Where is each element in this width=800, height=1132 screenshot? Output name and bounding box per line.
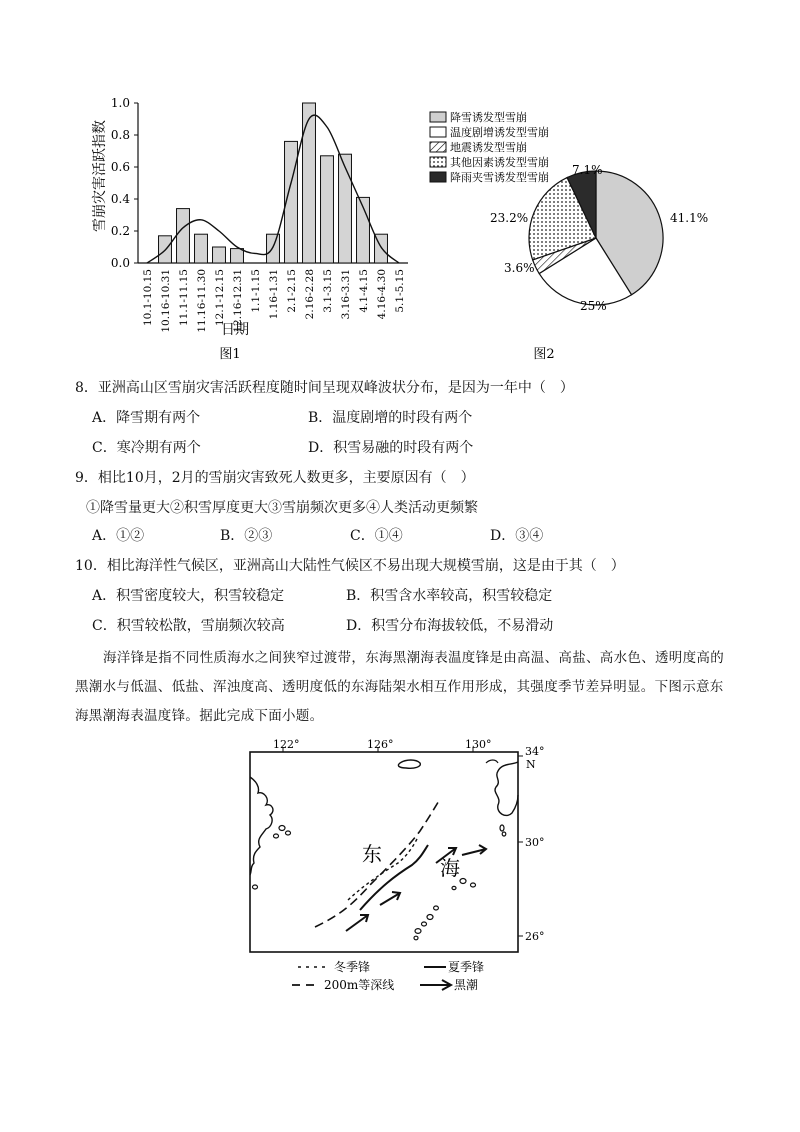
x-tick-label: 2.1-2.15 — [286, 269, 298, 313]
legend-swatch — [430, 157, 446, 167]
island — [452, 886, 456, 889]
legend-label: 降雨夹雪诱发型雪崩 — [450, 171, 549, 184]
lon-label-122: 122° — [273, 738, 300, 751]
island — [434, 906, 439, 910]
lon-label-130: 130° — [465, 738, 492, 751]
island — [500, 825, 504, 831]
lat-label-30: 30° — [525, 836, 545, 849]
pie-value-label: 23.2% — [490, 211, 529, 225]
y-tick-label: 0.6 — [110, 160, 130, 174]
pie-value-label: 3.6% — [504, 261, 535, 275]
x-tick-label: 12.16-12.31 — [232, 269, 244, 333]
x-tick-label: 4.1-4.15 — [358, 269, 370, 313]
legend-label: 温度剧增诱发型雪崩 — [450, 126, 549, 139]
x-tick-label: 1.16-1.31 — [268, 269, 280, 320]
lat-label-34: 34° — [525, 745, 545, 758]
question-10-stem: 10．相比海洋性气候区，亚洲高山大陆性气候区不易出现大规模雪崩，这是由于其（ ） — [75, 558, 625, 574]
island — [274, 834, 279, 838]
question-8-stem: 8．亚洲高山区雪崩灾害活跃程度随时间呈现双峰波状分布，是因为一年中（ ） — [75, 380, 574, 396]
question-8-option-c: C．寒冷期有两个 — [92, 440, 201, 456]
kyushu-coastline — [495, 762, 518, 815]
island — [422, 922, 427, 926]
bar — [195, 234, 208, 263]
legend-swatch — [430, 127, 446, 137]
legend-label: 其他因素诱发型雪崩 — [450, 156, 549, 169]
legend-swatch — [430, 172, 446, 182]
question-8-option-d: D．积雪易融的时段有两个 — [308, 440, 474, 456]
bar — [267, 234, 280, 263]
question-10-option-b: B．积雪含水率较高，积雪较稳定 — [346, 588, 553, 604]
question-9-option-d: D．③④ — [490, 528, 544, 544]
island — [286, 831, 291, 835]
legend-winter-front: 冬季锋 — [334, 960, 371, 974]
pie-value-label: 7.1% — [572, 163, 603, 177]
question-9-stem: 9．相比10月，2月的雪崩灾害致死人数更多，主要原因有（ ） — [75, 470, 475, 486]
pie-value-label: 25% — [580, 299, 607, 313]
question-8-option-b: B．温度剧增的时段有两个 — [308, 410, 473, 426]
question-9-option-b: B．②③ — [220, 528, 273, 544]
question-8-option-a: A．降雪期有两个 — [92, 410, 201, 426]
bar — [177, 209, 190, 263]
lat-label-n: N — [526, 758, 536, 771]
legend-kuroshio-symbol — [420, 980, 451, 990]
bar — [321, 156, 334, 263]
bar — [339, 154, 352, 263]
question-9-statements: ①降雪量更大②积雪厚度更大③雪崩频次更多④人类活动更频繁 — [86, 500, 478, 516]
figure2-legend — [430, 110, 549, 184]
figure1-x-axis-label: 日期 — [221, 322, 249, 338]
figure1-x-tick-labels — [142, 269, 406, 333]
x-tick-label: 3.1-3.15 — [322, 269, 334, 313]
map-legend — [292, 959, 484, 992]
question-9-option-a: A．①② — [92, 528, 145, 544]
legend-label: 降雪诱发型雪崩 — [450, 111, 527, 124]
x-tick-label: 10.1-10.15 — [142, 269, 154, 326]
y-tick-label: 1.0 — [110, 96, 130, 110]
island — [427, 915, 433, 920]
legend-swatch — [430, 112, 446, 122]
x-tick-label: 3.16-3.31 — [340, 269, 352, 320]
island — [502, 832, 506, 836]
legend-summer-front: 夏季锋 — [448, 960, 485, 974]
lat-label-26: 26° — [525, 930, 545, 943]
jeju-island — [398, 760, 420, 768]
x-tick-label: 4.16-4.30 — [376, 269, 388, 320]
island — [460, 879, 466, 884]
x-tick-label: 10.16-10.31 — [160, 269, 172, 333]
legend-label: 地震诱发型雪崩 — [450, 141, 527, 154]
passage-text: 海洋锋是指不同性质海水之间狭窄过渡带，东海黑潮海表温度锋是由高温、高盐、高水色、透明度高的黑潮水与低温、低盐、浑浊度高、透明度低的东海陆架水相互作用形成，其强度季节差异明显。下图示意东海黑潮海表温度锋。据此完成下面小题。 — [75, 650, 724, 724]
legend-kuroshio: 黑潮 — [454, 978, 479, 992]
island — [253, 885, 258, 889]
figure1-bar-chart — [90, 88, 420, 368]
question-10-option-d: D．积雪分布海拔较低，不易滑动 — [346, 618, 554, 634]
figure1-bars — [159, 103, 388, 263]
y-tick-label: 0.0 — [110, 256, 130, 270]
place-label-hai: 海 — [440, 856, 460, 880]
question-10-option-c: C．积雪较松散，雪崩频次较高 — [92, 618, 285, 634]
china-coastline — [250, 777, 273, 875]
lon-label-126: 126° — [367, 738, 394, 751]
place-label-dong: 东 — [362, 842, 382, 866]
x-tick-label: 12.1-12.15 — [214, 269, 226, 326]
question-10-option-a: A．积雪密度较大，积雪较稳定 — [92, 588, 285, 604]
question-9-option-c: C．①④ — [350, 528, 403, 544]
island — [279, 826, 285, 831]
japan-north-coast — [486, 760, 498, 763]
x-tick-label: 11.1-11.15 — [178, 269, 190, 326]
x-tick-label: 5.1-5.15 — [394, 269, 406, 313]
y-tick-label: 0.4 — [110, 192, 130, 206]
pie-value-label: 41.1% — [670, 211, 709, 225]
bar — [231, 249, 244, 263]
legend-isobath: 200m等深线 — [324, 978, 395, 992]
figure1-y-axis-label: 雪崩灾害活跃指数 — [92, 120, 108, 232]
x-tick-label: 11.16-11.30 — [196, 269, 208, 333]
x-tick-label: 1.1-1.15 — [250, 269, 262, 313]
figure2-slices — [529, 171, 663, 305]
island — [415, 929, 421, 934]
island — [414, 936, 418, 940]
figure1-y-tick-labels — [111, 96, 138, 270]
figure1-caption: 图1 — [219, 347, 241, 362]
figure2-caption: 图2 — [533, 347, 555, 362]
x-tick-label: 2.16-2.28 — [304, 269, 316, 320]
bar — [303, 103, 316, 263]
y-tick-label: 0.2 — [110, 224, 130, 238]
east-china-sea-map — [240, 735, 560, 1000]
bar — [213, 247, 226, 263]
figure2-pie-chart — [420, 104, 720, 364]
y-tick-label: 0.8 — [110, 128, 130, 142]
island — [471, 883, 476, 887]
legend-swatch — [430, 142, 446, 152]
